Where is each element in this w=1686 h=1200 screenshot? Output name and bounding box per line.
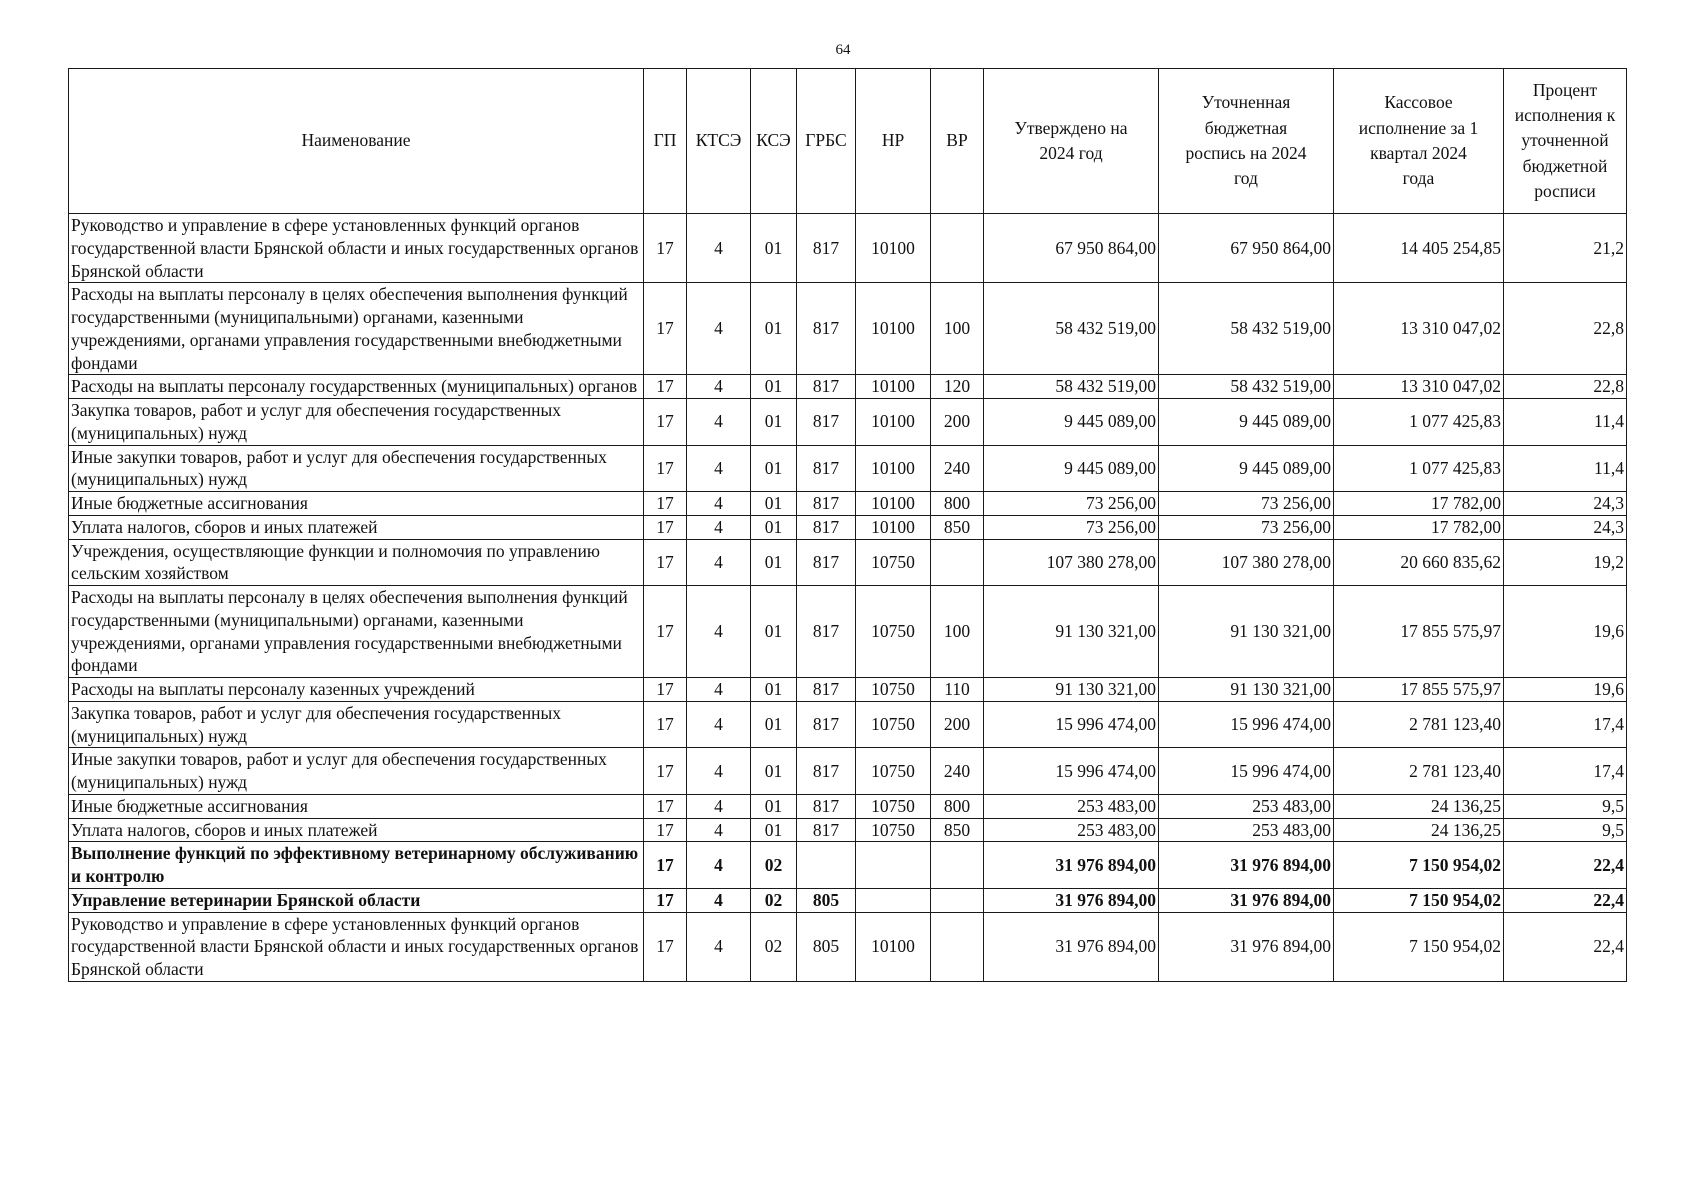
cell-gp: 17 [644, 515, 687, 539]
cell-name: Закупка товаров, работ и услуг для обеспечения государственных (муниципальных) нужд [69, 399, 644, 446]
cell-grbs: 817 [797, 399, 856, 446]
cell-percent: 17,4 [1504, 748, 1627, 795]
cell-nr: 10750 [856, 701, 931, 748]
cell-percent: 22,4 [1504, 912, 1627, 981]
table-row [69, 375, 1627, 399]
cell-approved: 9 445 089,00 [984, 445, 1159, 492]
cell-ktse: 4 [687, 794, 751, 818]
table-row [69, 678, 1627, 702]
cell-cash: 7 150 954,02 [1334, 888, 1504, 912]
cell-approved: 253 483,00 [984, 794, 1159, 818]
cell-nr: 10100 [856, 492, 931, 516]
cell-kse: 01 [751, 515, 797, 539]
cell-grbs: 817 [797, 794, 856, 818]
cell-nr: 10100 [856, 912, 931, 981]
header-name: Наименование [69, 69, 644, 214]
cell-ktse: 4 [687, 492, 751, 516]
cell-name: Уплата налогов, сборов и иных платежей [69, 515, 644, 539]
cell-vr [931, 539, 984, 586]
cell-grbs: 817 [797, 375, 856, 399]
cell-name: Расходы на выплаты персоналу государственных (муниципальных) органов [69, 375, 644, 399]
cell-grbs: 817 [797, 539, 856, 586]
cell-kse: 01 [751, 818, 797, 842]
cell-grbs: 817 [797, 586, 856, 678]
cell-vr [931, 912, 984, 981]
cell-refined: 67 950 864,00 [1159, 214, 1334, 283]
cell-name: Расходы на выплаты персоналу в целях обеспечения выполнения функций государственными (муниципальными) органами, казенными учреждениями, органами управления государственными внебюджетными фондами [69, 586, 644, 678]
cell-cash: 2 781 123,40 [1334, 748, 1504, 795]
cell-refined: 107 380 278,00 [1159, 539, 1334, 586]
header-ktse: КТСЭ [687, 69, 751, 214]
cell-approved: 73 256,00 [984, 492, 1159, 516]
cell-kse: 01 [751, 539, 797, 586]
cell-vr: 120 [931, 375, 984, 399]
cell-refined: 58 432 519,00 [1159, 283, 1334, 375]
cell-kse: 02 [751, 912, 797, 981]
cell-approved: 31 976 894,00 [984, 888, 1159, 912]
cell-nr: 10750 [856, 818, 931, 842]
cell-nr: 10100 [856, 214, 931, 283]
cell-approved: 91 130 321,00 [984, 678, 1159, 702]
cell-vr: 800 [931, 794, 984, 818]
cell-grbs: 817 [797, 445, 856, 492]
cell-vr: 110 [931, 678, 984, 702]
cell-ktse: 4 [687, 515, 751, 539]
cell-vr: 850 [931, 818, 984, 842]
cell-ktse: 4 [687, 818, 751, 842]
cell-vr: 850 [931, 515, 984, 539]
cell-grbs: 817 [797, 283, 856, 375]
cell-nr [856, 842, 931, 889]
cell-gp: 17 [644, 375, 687, 399]
table-body [69, 214, 1627, 982]
cell-gp: 17 [644, 888, 687, 912]
table-row [69, 214, 1627, 283]
cell-ktse: 4 [687, 283, 751, 375]
cell-approved: 91 130 321,00 [984, 586, 1159, 678]
table-row [69, 888, 1627, 912]
cell-name: Руководство и управление в сфере установленных функций органов государственной власти Брянской области и иных государственных органов Брянской области [69, 214, 644, 283]
cell-cash: 7 150 954,02 [1334, 842, 1504, 889]
cell-cash: 13 310 047,02 [1334, 283, 1504, 375]
cell-name: Иные закупки товаров, работ и услуг для обеспечения государственных (муниципальных) нужд [69, 748, 644, 795]
table-row [69, 586, 1627, 678]
cell-percent: 11,4 [1504, 445, 1627, 492]
cell-kse: 02 [751, 888, 797, 912]
cell-percent: 19,2 [1504, 539, 1627, 586]
cell-percent: 9,5 [1504, 794, 1627, 818]
header-approved: Утверждено на 2024 год [984, 69, 1159, 214]
cell-percent: 22,4 [1504, 842, 1627, 889]
cell-cash: 24 136,25 [1334, 818, 1504, 842]
cell-name: Иные бюджетные ассигнования [69, 794, 644, 818]
cell-grbs: 817 [797, 515, 856, 539]
cell-percent: 22,8 [1504, 375, 1627, 399]
cell-refined: 15 996 474,00 [1159, 701, 1334, 748]
cell-grbs: 805 [797, 912, 856, 981]
cell-percent: 9,5 [1504, 818, 1627, 842]
header-grbs: ГРБС [797, 69, 856, 214]
cell-vr: 240 [931, 445, 984, 492]
cell-kse: 01 [751, 492, 797, 516]
cell-approved: 253 483,00 [984, 818, 1159, 842]
table-row [69, 515, 1627, 539]
cell-gp: 17 [644, 748, 687, 795]
cell-kse: 01 [751, 375, 797, 399]
header-cash: Кассовое исполнение за 1 квартал 2024 года [1334, 69, 1504, 214]
cell-refined: 31 976 894,00 [1159, 842, 1334, 889]
cell-percent: 21,2 [1504, 214, 1627, 283]
cell-nr: 10750 [856, 678, 931, 702]
cell-vr: 200 [931, 701, 984, 748]
cell-approved: 15 996 474,00 [984, 748, 1159, 795]
cell-name: Иные бюджетные ассигнования [69, 492, 644, 516]
header-gp: ГП [644, 69, 687, 214]
cell-ktse: 4 [687, 586, 751, 678]
cell-refined: 91 130 321,00 [1159, 586, 1334, 678]
cell-gp: 17 [644, 701, 687, 748]
cell-nr: 10100 [856, 399, 931, 446]
cell-name: Руководство и управление в сфере установленных функций органов государственной власти Брянской области и иных государственных органов Брянской области [69, 912, 644, 981]
cell-name: Выполнение функций по эффективному ветеринарному обслуживанию и контролю [69, 842, 644, 889]
table-row [69, 445, 1627, 492]
page-number: 64 [835, 42, 851, 58]
cell-grbs: 817 [797, 701, 856, 748]
cell-cash: 1 077 425,83 [1334, 399, 1504, 446]
cell-cash: 24 136,25 [1334, 794, 1504, 818]
cell-name: Закупка товаров, работ и услуг для обеспечения государственных (муниципальных) нужд [69, 701, 644, 748]
cell-ktse: 4 [687, 678, 751, 702]
cell-ktse: 4 [687, 842, 751, 889]
table-row [69, 492, 1627, 516]
header-percent: Процент исполнения к уточненной бюджетной росписи [1504, 69, 1627, 214]
cell-ktse: 4 [687, 375, 751, 399]
cell-grbs [797, 842, 856, 889]
cell-gp: 17 [644, 399, 687, 446]
cell-cash: 2 781 123,40 [1334, 701, 1504, 748]
cell-vr [931, 842, 984, 889]
cell-approved: 58 432 519,00 [984, 283, 1159, 375]
cell-name: Уплата налогов, сборов и иных платежей [69, 818, 644, 842]
cell-kse: 01 [751, 586, 797, 678]
cell-ktse: 4 [687, 748, 751, 795]
cell-nr: 10750 [856, 539, 931, 586]
cell-kse: 01 [751, 214, 797, 283]
cell-approved: 73 256,00 [984, 515, 1159, 539]
cell-vr: 200 [931, 399, 984, 446]
cell-ktse: 4 [687, 399, 751, 446]
cell-refined: 9 445 089,00 [1159, 399, 1334, 446]
cell-approved: 67 950 864,00 [984, 214, 1159, 283]
cell-gp: 17 [644, 539, 687, 586]
cell-approved: 15 996 474,00 [984, 701, 1159, 748]
cell-grbs: 817 [797, 818, 856, 842]
cell-gp: 17 [644, 678, 687, 702]
cell-kse: 01 [751, 794, 797, 818]
cell-refined: 31 976 894,00 [1159, 888, 1334, 912]
cell-vr: 100 [931, 586, 984, 678]
cell-grbs: 817 [797, 678, 856, 702]
cell-grbs: 817 [797, 492, 856, 516]
cell-cash: 17 782,00 [1334, 492, 1504, 516]
cell-percent: 22,4 [1504, 888, 1627, 912]
cell-nr: 10100 [856, 515, 931, 539]
cell-percent: 11,4 [1504, 399, 1627, 446]
budget-execution-table [68, 68, 1627, 982]
cell-gp: 17 [644, 214, 687, 283]
table-header-row [69, 69, 1627, 214]
cell-ktse: 4 [687, 888, 751, 912]
cell-gp: 17 [644, 283, 687, 375]
cell-gp: 17 [644, 492, 687, 516]
cell-refined: 58 432 519,00 [1159, 375, 1334, 399]
cell-approved: 107 380 278,00 [984, 539, 1159, 586]
cell-kse: 01 [751, 399, 797, 446]
cell-vr: 800 [931, 492, 984, 516]
cell-kse: 01 [751, 283, 797, 375]
cell-refined: 15 996 474,00 [1159, 748, 1334, 795]
cell-cash: 20 660 835,62 [1334, 539, 1504, 586]
cell-cash: 14 405 254,85 [1334, 214, 1504, 283]
cell-ktse: 4 [687, 912, 751, 981]
cell-grbs: 805 [797, 888, 856, 912]
table-row [69, 794, 1627, 818]
cell-approved: 58 432 519,00 [984, 375, 1159, 399]
table-row [69, 701, 1627, 748]
cell-refined: 91 130 321,00 [1159, 678, 1334, 702]
cell-kse: 01 [751, 748, 797, 795]
cell-ktse: 4 [687, 214, 751, 283]
cell-gp: 17 [644, 842, 687, 889]
header-kse: КСЭ [751, 69, 797, 214]
cell-approved: 9 445 089,00 [984, 399, 1159, 446]
cell-cash: 17 782,00 [1334, 515, 1504, 539]
cell-approved: 31 976 894,00 [984, 842, 1159, 889]
cell-nr: 10100 [856, 375, 931, 399]
cell-grbs: 817 [797, 214, 856, 283]
table-row [69, 283, 1627, 375]
cell-ktse: 4 [687, 701, 751, 748]
cell-gp: 17 [644, 818, 687, 842]
cell-refined: 31 976 894,00 [1159, 912, 1334, 981]
table-row [69, 842, 1627, 889]
cell-vr [931, 214, 984, 283]
cell-refined: 253 483,00 [1159, 818, 1334, 842]
cell-vr [931, 888, 984, 912]
cell-name: Иные закупки товаров, работ и услуг для обеспечения государственных (муниципальных) нужд [69, 445, 644, 492]
cell-percent: 24,3 [1504, 515, 1627, 539]
cell-refined: 73 256,00 [1159, 492, 1334, 516]
table-row [69, 748, 1627, 795]
cell-cash: 17 855 575,97 [1334, 586, 1504, 678]
cell-ktse: 4 [687, 539, 751, 586]
cell-refined: 253 483,00 [1159, 794, 1334, 818]
cell-vr: 240 [931, 748, 984, 795]
cell-nr [856, 888, 931, 912]
cell-gp: 17 [644, 794, 687, 818]
cell-name: Учреждения, осуществляющие функции и полномочия по управлению сельским хозяйством [69, 539, 644, 586]
cell-name: Расходы на выплаты персоналу казенных учреждений [69, 678, 644, 702]
cell-grbs: 817 [797, 748, 856, 795]
cell-approved: 31 976 894,00 [984, 912, 1159, 981]
cell-gp: 17 [644, 586, 687, 678]
cell-cash: 17 855 575,97 [1334, 678, 1504, 702]
cell-nr: 10100 [856, 283, 931, 375]
header-vr: ВР [931, 69, 984, 214]
cell-percent: 17,4 [1504, 701, 1627, 748]
cell-gp: 17 [644, 445, 687, 492]
cell-kse: 01 [751, 678, 797, 702]
cell-nr: 10750 [856, 794, 931, 818]
cell-gp: 17 [644, 912, 687, 981]
header-refined: Уточненная бюджетная роспись на 2024 год [1159, 69, 1334, 214]
cell-kse: 01 [751, 701, 797, 748]
table-row [69, 818, 1627, 842]
table-row [69, 399, 1627, 446]
cell-percent: 19,6 [1504, 678, 1627, 702]
cell-nr: 10750 [856, 748, 931, 795]
cell-percent: 22,8 [1504, 283, 1627, 375]
cell-kse: 01 [751, 445, 797, 492]
cell-name: Расходы на выплаты персоналу в целях обеспечения выполнения функций государственными (муниципальными) органами, казенными учреждениями, органами управления государственными внебюджетными фондами [69, 283, 644, 375]
cell-percent: 19,6 [1504, 586, 1627, 678]
cell-cash: 7 150 954,02 [1334, 912, 1504, 981]
table-row [69, 912, 1627, 981]
cell-refined: 73 256,00 [1159, 515, 1334, 539]
cell-nr: 10100 [856, 445, 931, 492]
cell-cash: 1 077 425,83 [1334, 445, 1504, 492]
cell-kse: 02 [751, 842, 797, 889]
cell-name: Управление ветеринарии Брянской области [69, 888, 644, 912]
cell-refined: 9 445 089,00 [1159, 445, 1334, 492]
header-nr: НР [856, 69, 931, 214]
cell-cash: 13 310 047,02 [1334, 375, 1504, 399]
cell-nr: 10750 [856, 586, 931, 678]
table-row [69, 539, 1627, 586]
cell-ktse: 4 [687, 445, 751, 492]
cell-vr: 100 [931, 283, 984, 375]
cell-percent: 24,3 [1504, 492, 1627, 516]
